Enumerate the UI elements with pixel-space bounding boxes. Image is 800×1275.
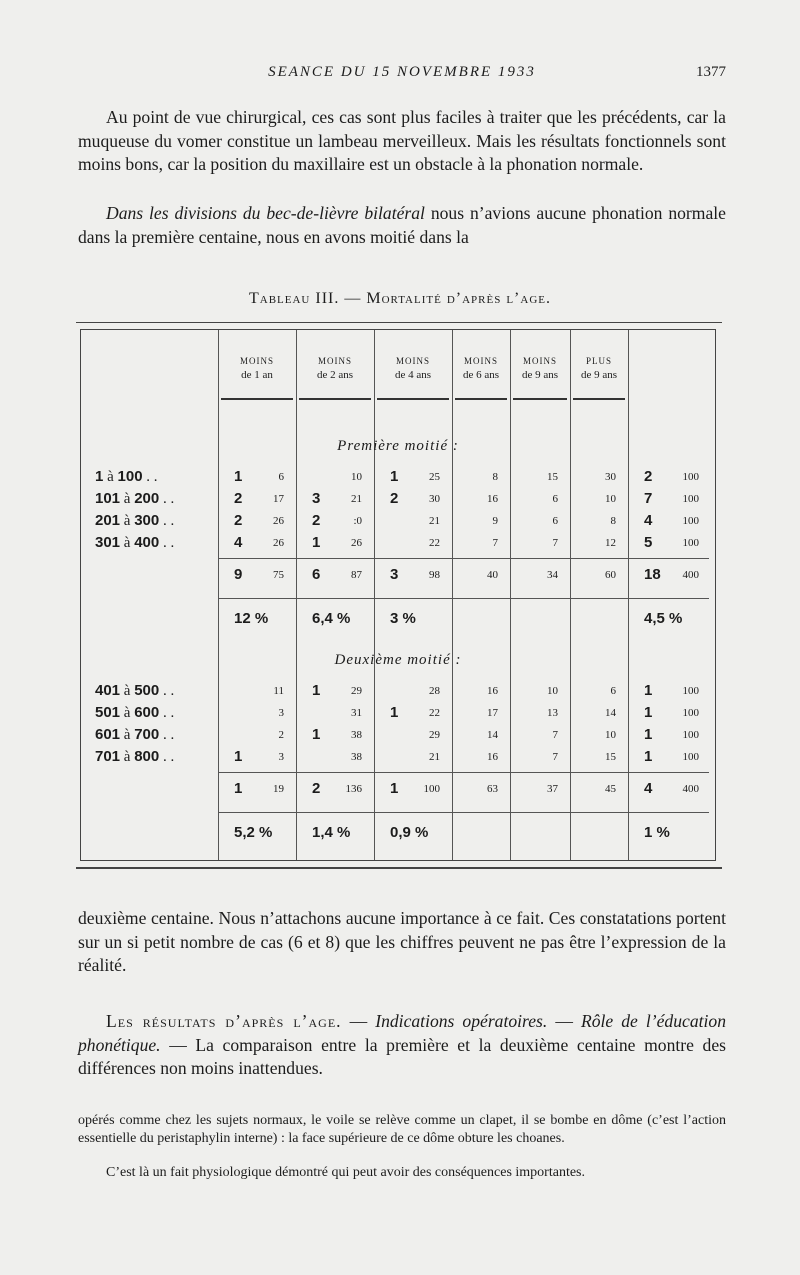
cell-cases: 37	[547, 783, 558, 795]
row-sep: à	[120, 705, 135, 721]
paragraph-4-dash-1: —	[341, 1011, 376, 1031]
cell-cases: 40	[487, 569, 498, 581]
cell-deaths: 1	[644, 748, 653, 765]
row-to: 200	[134, 490, 160, 507]
cell-cases: 38	[351, 751, 362, 763]
column-rule	[510, 330, 511, 860]
cell-cases: 100	[682, 471, 699, 483]
cell-deaths: 1	[234, 780, 243, 797]
column-header	[218, 354, 296, 382]
cell-percent: 0,9 %	[390, 824, 429, 841]
header-underline	[573, 398, 625, 400]
cell-cases: 7	[552, 751, 558, 763]
pct-rule	[218, 598, 709, 599]
column-header-top: MOINS	[239, 356, 274, 366]
column-header-top: MOINS	[395, 356, 430, 366]
cell-deaths: 3	[312, 490, 321, 507]
cell-percent: 4,5 %	[644, 610, 683, 627]
cell-cases: 21	[429, 515, 440, 527]
column-rule	[570, 330, 571, 860]
cell-cases: 38	[351, 729, 362, 741]
cell-deaths: 1	[312, 682, 321, 699]
cell-deaths: 1	[644, 726, 653, 743]
cell-deaths: 1	[312, 534, 321, 551]
cell-cases: 136	[345, 783, 362, 795]
cell-cases: 22	[429, 707, 440, 719]
paragraph-4-dash-2: —	[547, 1011, 581, 1031]
cell-deaths: 2	[312, 512, 321, 529]
cell-cases: 25	[429, 471, 440, 483]
cell-cases: 98	[429, 569, 440, 581]
cell-deaths: 2	[644, 468, 653, 485]
column-header	[452, 354, 510, 382]
paragraph-1	[78, 106, 726, 177]
cell-deaths: 1	[644, 682, 653, 699]
cell-cases: 10	[605, 729, 616, 741]
paragraph-2-text: nous n’avions aucune phonation normale dans la première centaine, nous en avons moitié dans la	[78, 203, 726, 247]
cell-cases: 100	[682, 493, 699, 505]
cell-cases: 6	[552, 493, 558, 505]
cell-cases: 16	[487, 751, 498, 763]
column-header-bottom: de 2 ans	[316, 369, 354, 381]
cell-cases: 75	[273, 569, 284, 581]
column-rule	[452, 330, 453, 860]
row-from: 201	[95, 512, 121, 529]
cell-cases: 9	[492, 515, 498, 527]
cell-deaths: 7	[644, 490, 653, 507]
cell-cases: 21	[429, 751, 440, 763]
row-label	[95, 704, 215, 722]
cell-cases: 8	[492, 471, 498, 483]
row-from: 1	[95, 468, 104, 485]
column-header-bottom: de 9 ans	[580, 369, 618, 381]
header-underline	[455, 398, 507, 400]
row-sep: à	[103, 469, 118, 485]
cell-cases: 29	[351, 685, 362, 697]
cell-deaths: 1	[312, 726, 321, 743]
cell-cases: 11	[273, 685, 284, 697]
row-to: 600	[134, 704, 160, 721]
cell-deaths: 1	[390, 468, 399, 485]
header-underline	[377, 398, 449, 400]
column-header-top: PLUS	[585, 356, 612, 366]
column-rule	[296, 330, 297, 860]
cell-cases: 12	[605, 537, 616, 549]
cell-cases: 21	[351, 493, 362, 505]
column-rule	[628, 330, 629, 860]
cell-cases: 400	[682, 569, 699, 581]
pct-rule	[218, 812, 709, 813]
row-dots: . .	[159, 491, 175, 507]
cell-deaths: 2	[390, 490, 399, 507]
row-label	[95, 726, 215, 744]
paragraph-3	[78, 907, 726, 978]
cell-deaths: 1	[644, 704, 653, 721]
paragraph-4-italic-1: Indications opératoires.	[375, 1011, 548, 1031]
row-label	[95, 682, 215, 700]
cell-cases: 7	[552, 729, 558, 741]
row-dots: . .	[159, 705, 175, 721]
cell-cases: 3	[278, 707, 284, 719]
mortality-table	[76, 322, 722, 869]
cell-deaths: 5	[644, 534, 653, 551]
cell-cases: 16	[487, 685, 498, 697]
row-label	[95, 534, 215, 552]
cell-cases: 14	[605, 707, 616, 719]
cell-cases: 15	[605, 751, 616, 763]
cell-cases: 10	[605, 493, 616, 505]
row-dots: . .	[159, 535, 175, 551]
cell-cases: 10	[547, 685, 558, 697]
row-sep: à	[120, 491, 135, 507]
cell-percent: 12 %	[234, 610, 269, 627]
column-header-bottom: de 1 an	[241, 369, 273, 381]
cell-cases: 400	[682, 783, 699, 795]
row-sep: à	[120, 513, 135, 529]
paragraph-4-italic-2: Rôle de l’éducation phonétique.	[78, 1011, 726, 1055]
row-to: 400	[134, 534, 160, 551]
cell-cases: 29	[429, 729, 440, 741]
paragraph-3-text: deuxième centaine. Nous n’attachons aucune importance à ce fait. Ces constatations portent sur un si petit nombre de cas (6 et 8) que les chiffres peuvent ne pas être l’expression de la réalité.	[78, 908, 726, 975]
cell-deaths: 2	[234, 512, 243, 529]
cell-deaths: 18	[644, 566, 661, 583]
cell-cases: 100	[682, 707, 699, 719]
row-from: 601	[95, 726, 121, 743]
paragraph-1-text: Au point de vue chirurgical, ces cas sont plus faciles à traiter que les précédents, car la muqueuse du vomer constitue un lambeau merveilleux. Mais les résultats fonctionnels sont moins bons, car la position du maxillaire est un obstacle à la phonation normale.	[78, 107, 726, 174]
section-title-1: Première moitié :	[337, 438, 459, 454]
cell-deaths: 4	[644, 780, 653, 797]
cell-cases: 28	[429, 685, 440, 697]
column-header-top: MOINS	[522, 356, 557, 366]
cell-cases: 100	[682, 537, 699, 549]
cell-cases: 100	[682, 729, 699, 741]
cell-deaths: 2	[312, 780, 321, 797]
column-header	[510, 354, 570, 382]
column-header	[374, 354, 452, 382]
cell-deaths: 6	[312, 566, 321, 583]
cell-deaths: 4	[644, 512, 653, 529]
row-to: 700	[134, 726, 160, 743]
cell-cases: 6	[552, 515, 558, 527]
total-rule	[218, 772, 709, 773]
row-from: 701	[95, 748, 121, 765]
total-rule	[218, 558, 709, 559]
cell-cases: 7	[552, 537, 558, 549]
cell-percent: 1 %	[644, 824, 670, 841]
row-label	[95, 490, 215, 508]
running-header	[78, 64, 726, 86]
cell-cases: 45	[605, 783, 616, 795]
cell-cases: 60	[605, 569, 616, 581]
cell-cases: 100	[682, 685, 699, 697]
cell-cases: 19	[273, 783, 284, 795]
row-to: 100	[117, 468, 143, 485]
cell-cases: 30	[605, 471, 616, 483]
header-underline	[299, 398, 371, 400]
cell-cases: 7	[492, 537, 498, 549]
cell-percent: 3 %	[390, 610, 416, 627]
column-header-top: MOINS	[317, 356, 352, 366]
row-dots: . .	[159, 683, 175, 699]
row-sep: à	[120, 683, 135, 699]
row-sep: à	[120, 749, 135, 765]
row-label	[95, 512, 215, 530]
cell-cases: 100	[423, 783, 440, 795]
cell-cases: 10	[351, 471, 362, 483]
cell-cases: 30	[429, 493, 440, 505]
row-label	[95, 468, 215, 486]
header-underline	[513, 398, 567, 400]
table-box	[80, 329, 716, 861]
column-header	[296, 354, 374, 382]
paragraph-2	[78, 202, 726, 249]
cell-cases: 34	[547, 569, 558, 581]
paragraph-4	[78, 1010, 726, 1081]
column-header	[570, 354, 628, 382]
row-sep: à	[120, 727, 135, 743]
cell-cases: 87	[351, 569, 362, 581]
paragraph-4-heading: Les résultats d’après l’age.	[106, 1011, 342, 1031]
column-header-top: MOINS	[463, 356, 498, 366]
row-to: 500	[134, 682, 160, 699]
row-dots: . .	[142, 469, 158, 485]
row-dots: . .	[159, 727, 175, 743]
cell-deaths: 9	[234, 566, 243, 583]
cell-cases: 8	[610, 515, 616, 527]
cell-cases: 2	[278, 729, 284, 741]
cell-cases: 16	[487, 493, 498, 505]
row-from: 401	[95, 682, 121, 699]
cell-cases: 6	[278, 471, 284, 483]
column-rule	[374, 330, 375, 860]
column-header-bottom: de 4 ans	[394, 369, 432, 381]
row-from: 501	[95, 704, 121, 721]
table-caption: Tableau III. — Mortalité d’après l’age.	[249, 290, 551, 307]
cell-cases: 26	[273, 537, 284, 549]
cell-cases: 15	[547, 471, 558, 483]
row-dots: . .	[159, 513, 175, 529]
row-sep: à	[120, 535, 135, 551]
cell-cases: 31	[351, 707, 362, 719]
column-rule	[218, 330, 219, 860]
cell-cases: 6	[610, 685, 616, 697]
cell-deaths: 1	[390, 780, 399, 797]
cell-cases: 100	[682, 515, 699, 527]
cell-cases: 22	[429, 537, 440, 549]
cell-percent: 1,4 %	[312, 824, 351, 841]
cell-cases: 63	[487, 783, 498, 795]
cell-cases: :0	[353, 515, 362, 527]
cell-deaths: 4	[234, 534, 243, 551]
cell-deaths: 1	[390, 704, 399, 721]
footnote-2: C’est là un fait physiologique démontré qui peut avoir des conséquences importantes.	[106, 1165, 585, 1180]
cell-cases: 17	[487, 707, 498, 719]
header-underline	[221, 398, 293, 400]
row-from: 101	[95, 490, 121, 507]
row-from: 301	[95, 534, 121, 551]
cell-deaths: 3	[390, 566, 399, 583]
cell-cases: 17	[273, 493, 284, 505]
cell-percent: 6,4 %	[312, 610, 351, 627]
cell-deaths: 1	[234, 748, 243, 765]
cell-cases: 100	[682, 751, 699, 763]
cell-cases: 26	[351, 537, 362, 549]
cell-percent: 5,2 %	[234, 824, 273, 841]
row-dots: . .	[159, 749, 175, 765]
cell-deaths: 2	[234, 490, 243, 507]
column-header-bottom: de 9 ans	[521, 369, 559, 381]
cell-cases: 13	[547, 707, 558, 719]
column-header-bottom: de 6 ans	[462, 369, 500, 381]
page-number: 1377	[696, 64, 726, 80]
row-to: 800	[134, 748, 160, 765]
row-label	[95, 748, 215, 766]
footnote-1: opérés comme chez les sujets normaux, le voile se relève comme un clapet, il se bombe en dôme (c’est l’action essentielle du peristaphylin interne) : la face supérieure de ce dôme obture les choanes.	[78, 1113, 726, 1146]
running-title: SEANCE DU 15 NOVEMBRE 1933	[268, 64, 536, 80]
cell-deaths: 1	[234, 468, 243, 485]
cell-cases: 26	[273, 515, 284, 527]
cell-cases: 14	[487, 729, 498, 741]
section-title-2: Deuxième moitié :	[334, 652, 462, 668]
cell-cases: 3	[278, 751, 284, 763]
paragraph-4-text: — La comparaison entre la première et la deuxième centaine montre des différences non moins inattendues.	[78, 1034, 726, 1078]
row-to: 300	[134, 512, 160, 529]
paragraph-2-italic-lead: Dans les divisions du bec-de-lièvre bilatéral	[106, 203, 425, 223]
